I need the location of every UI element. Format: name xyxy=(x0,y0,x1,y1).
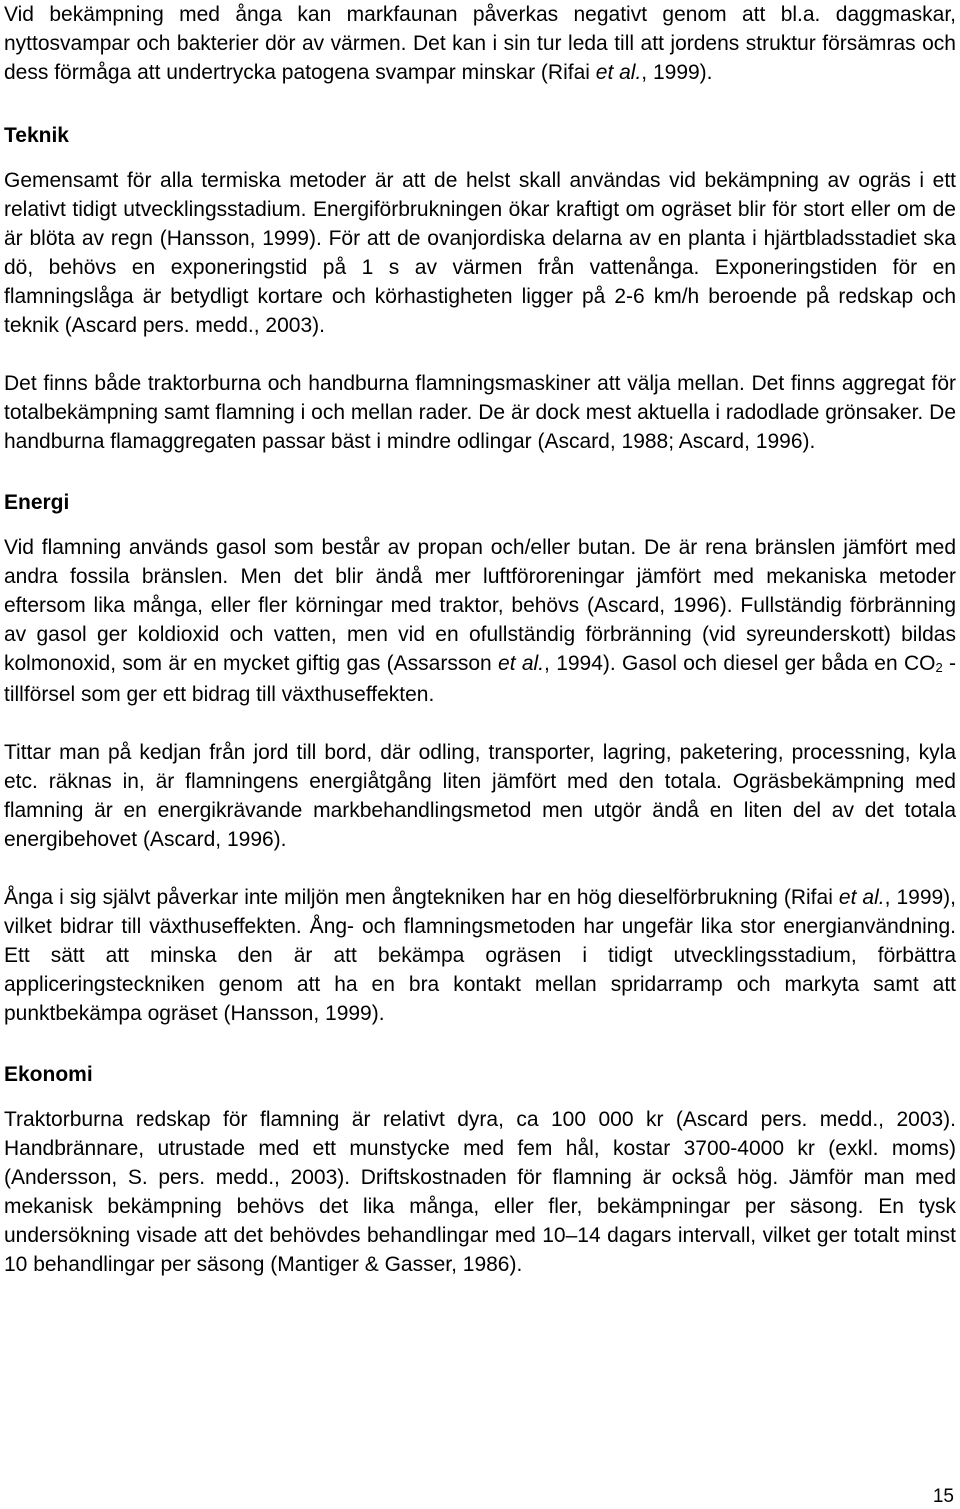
energi-p3-italic: et al. xyxy=(838,886,885,909)
co2-subscript: 2 xyxy=(935,660,943,675)
energi-paragraph-1 xyxy=(4,533,956,709)
energi-p1-italic: et al. xyxy=(498,652,545,675)
page-number: 15 xyxy=(932,1486,954,1507)
energi-paragraph-3 xyxy=(4,883,956,1028)
teknik-paragraph-2: Det finns både traktorburna och handburna flamningsmaskiner att välja mellan. Det finns aggregat för totalbekämpning samt flamning i och mellan rader. De är dock mest aktuella i radodlade grönsaker. De handburna flamaggregaten passar bäst i mindre odlingar (Ascard, 1988; Ascard, 1996). xyxy=(4,372,956,453)
energi-p3-text-b: , 1999), vilket bidrar till växthuseffekten. Ång- och flamningsmetoden har ungefär lika stor energianvändning. Ett sätt att minska den är att bekämpa ogräsen i tidigt utvecklingsstadium, förbättra appliceringsteckniken genom att ha en bra kontakt mellan spridarramp och markyta samt att punktbekämpa ogräset (Hansson, 1999). xyxy=(4,886,957,1025)
section-heading-ekonomi: Ekonomi xyxy=(4,1063,93,1086)
energi-paragraph-2: Tittar man på kedjan från jord till bord, där odling, transporter, lagring, paketering, processning, kyla etc. räknas in, är flamningens energiåtgång liten jämfört med den totala. Ogräsbekämpning med flamning är en energikrävande markbehandlingsmetod men utgör ändå en liten del av det totala energibehovet (Ascard, 1996). xyxy=(4,741,956,851)
energi-p1-text-c: -tillförsel som ger ett bidrag till växthuseffekten. xyxy=(4,652,956,706)
teknik-paragraph-1: Gemensamt för alla termiska metoder är att de helst skall användas vid bekämpning av ogräs i ett relativt tidigt utvecklingsstadium. Energiförbrukningen ökar kraftigt om ogräset blir för stort eller om de är blöta av regn (Hansson, 1999). För att de ovanjordiska delarna av en planta i hjärtbladsstadiet ska dö, behövs en exponeringstid på 1 s av värmen från vattenånga. Exponeringstiden för en flamningslåga är betydligt kortare och körhastigheten ligger på 2-6 km/h beroende på redskap och teknik (Ascard pers. medd., 2003). xyxy=(4,169,956,337)
section-heading-teknik: Teknik xyxy=(4,124,69,147)
energi-p1-text-b: , 1994). Gasol och diesel ger båda en CO xyxy=(544,652,936,675)
document-page xyxy=(4,0,956,1279)
intro-italic: et al. xyxy=(595,61,642,84)
intro-tail: , 1999). xyxy=(641,61,713,84)
section-heading-energi: Energi xyxy=(4,491,70,514)
energi-p1-text-a: Vid flamning används gasol som består av propan och/eller butan. De är rena bränslen jämfört med andra fossila bränslen. Men det blir ändå mer luftföroreningar jämfört med mekaniska metoder eftersom lika många, eller fler körningar med traktor, behövs (Ascard, 1996). Fullständig förbränning av gasol ger koldioxid och vatten, men vid en ofullständig förbränning (vid syreunderskott) bildas kolmonoxid, som är en mycket giftig gas (Assarsson xyxy=(4,536,956,675)
intro-text: Vid bekämpning med ånga kan markfaunan påverkas negativt genom att bl.a. daggmaskar, nyttosvampar och bakterier dör av värmen. Det kan i sin tur leda till att jordens struktur försämras och dess förmåga att undertrycka patogena svampar minskar (Rifai xyxy=(4,3,956,84)
intro-paragraph xyxy=(4,0,956,87)
energi-p3-text-a: Ånga i sig självt påverkar inte miljön men ångtekniken har en hög dieselförbrukning (Rifai xyxy=(4,886,839,909)
ekonomi-paragraph-1: Traktorburna redskap för flamning är relativt dyra, ca 100 000 kr (Ascard pers. medd., 2003). Handbrännare, utrustade med ett munstycke med fem hål, kostar 3700-4000 kr (exkl. moms) (Andersson, S. pers. medd., 2003). Driftskostnaden för flamning är också hög. Jämför man med mekanisk bekämpning behövs det lika många, eller fler, bekämpningar per säsong. En tysk undersökning visade att det behövdes behandlingar med 10–14 dagars intervall, vilket ger totalt minst 10 behandlingar per säsong (Mantiger & Gasser, 1986). xyxy=(4,1108,956,1276)
